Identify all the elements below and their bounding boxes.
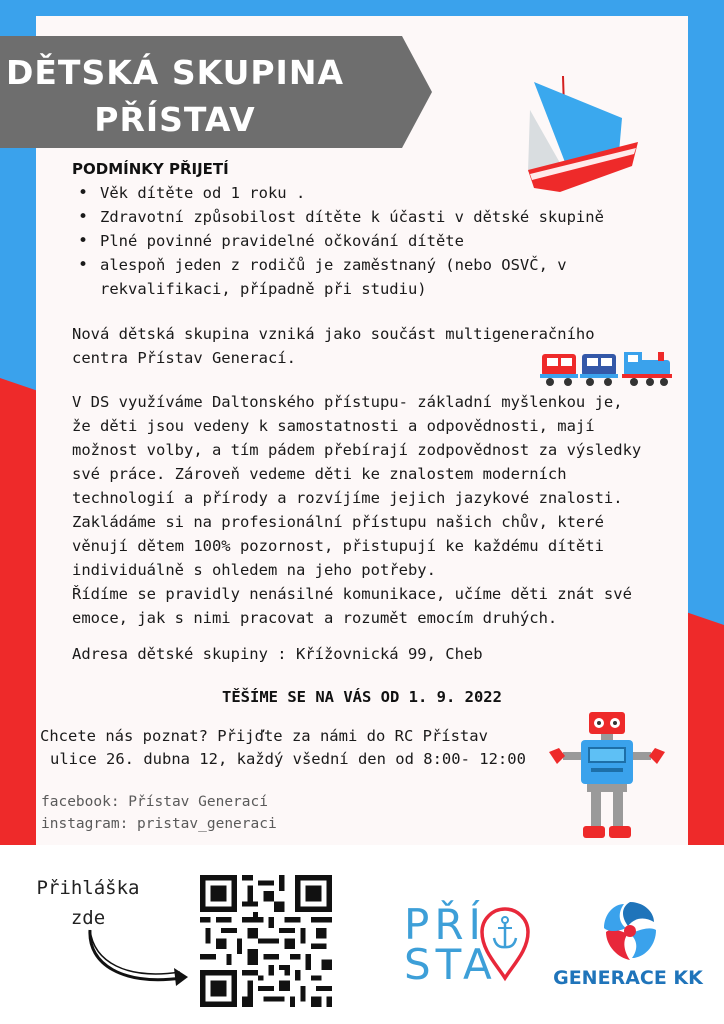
list-item: • Zdravotní způsobilost dítěte k účasti v dětské skupině <box>72 205 604 229</box>
list-item: • Věk dítěte od 1 roku . <box>72 181 604 205</box>
intro-text: Nová dětská skupina vzniká jako součást multigeneračního centra Přístav Generací. <box>72 325 595 367</box>
application-label: Přihláška zde <box>36 877 140 929</box>
conditions-heading: PODMÍNKY PŘIJETÍ <box>72 160 229 178</box>
robot-icon <box>543 708 671 846</box>
anchor-pin-icon <box>478 904 532 982</box>
opening-date: TĚŠÍME SE NA VÁS OD 1. 9. 2022 <box>222 688 502 706</box>
list-item: • Plné povinné pravidelné očkování dítěte <box>72 229 604 253</box>
generace-logo-icon <box>598 898 662 964</box>
logo-pristav-line1: PŘÍ <box>404 900 486 949</box>
description-text: V DS využíváme Daltonského přístupu- základní myšlenkou je, že děti jsou vedeny k samostatnosti a odpovědnosti, mají možnost volby, a tím pádem přebírají zodpovědnost za výsledky své práce. Zároveň vedeme děti ke znalostem moderních technologií a přírody a rozvíjíme jejich jazykové znalosti. Zakládáme si na profesionální přístupu našich chův, které věnují dětem 100% pozornost, přistupují ke každému dítěti individuálně s ohledem na jeho potřeby. Řídíme se pravidly nenásilné komunikace, učíme děti znát své emoce, jak s nimi pracovat a rozumět emocím druhých. <box>72 393 642 627</box>
facebook-link[interactable]: facebook: Přístav Generací <box>41 794 268 810</box>
train-icon <box>538 350 678 390</box>
arrow-icon <box>82 924 192 992</box>
sailboat-icon <box>520 70 642 196</box>
conditions-list <box>72 181 604 301</box>
page-title-line2: PŘÍSTAV <box>94 100 256 139</box>
address-text: Adresa dětské skupiny : Křížovnická 99, Cheb <box>72 645 483 663</box>
instagram-link[interactable]: instagram: pristav_generaci <box>41 816 277 832</box>
page-title-line1: DĚTSKÁ SKUPINA <box>6 53 344 92</box>
visit-line-1: Chcete nás poznat? Přijďte za námi do RC Přístav <box>40 727 488 745</box>
qr-code[interactable] <box>200 875 332 1007</box>
visit-line-2: ulice 26. dubna 12, každý všední den od 8:00- 12:00 <box>50 750 526 768</box>
logo-generace-text: GENERACE KK <box>553 967 703 989</box>
list-item: • alespoň jeden z rodičů je zaměstnaný (nebo OSVČ, v rekvalifikaci, případně při studiu) <box>72 253 604 301</box>
logo-pristav-line2: STA <box>404 940 497 989</box>
